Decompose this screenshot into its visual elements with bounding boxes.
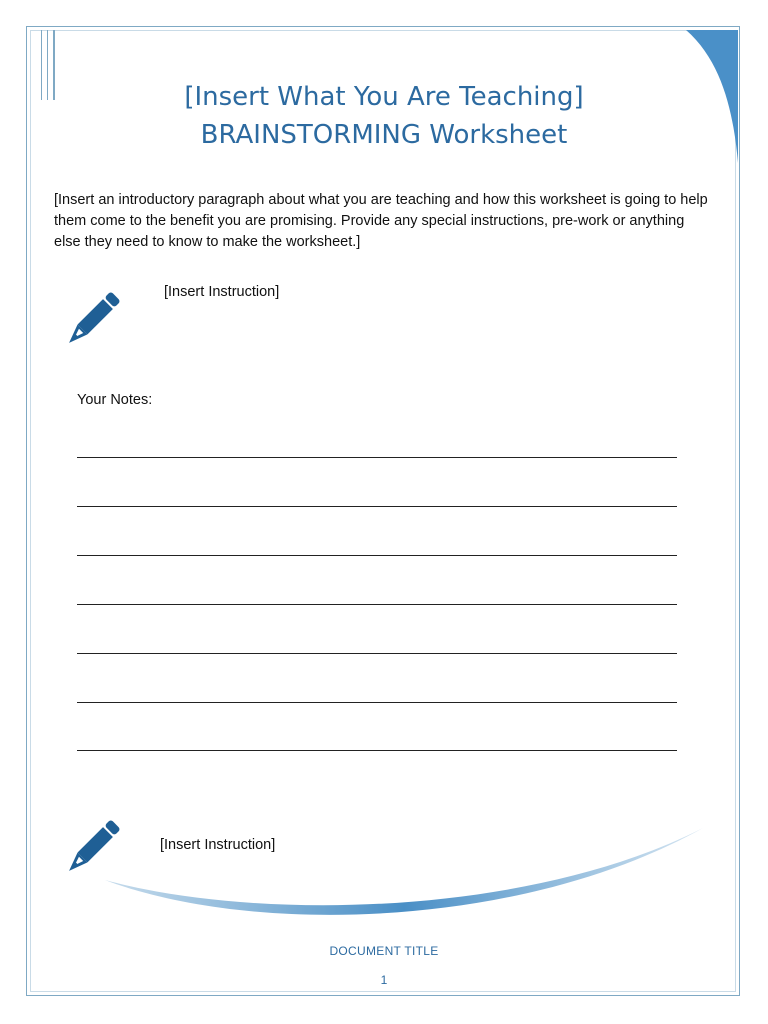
- instruction-text-2: [Insert Instruction]: [160, 837, 276, 853]
- note-line[interactable]: [77, 457, 677, 458]
- pencil-icon: [58, 288, 124, 354]
- note-line[interactable]: [77, 604, 677, 605]
- note-line[interactable]: [77, 506, 677, 507]
- note-line[interactable]: [77, 653, 677, 654]
- note-line[interactable]: [77, 750, 677, 751]
- intro-paragraph: [Insert an introductory paragraph about what you are teaching and how this worksheet is going to help them come to the benefit you are promising. Provide any special instructions, pre-work or anything else they need to know to make the worksheet.]: [54, 192, 708, 250]
- instruction-text-1: [Insert Instruction]: [164, 284, 280, 300]
- note-line[interactable]: [77, 702, 677, 703]
- footer-swoosh-decoration: [100, 820, 710, 930]
- footer-document-title: DOCUMENT TITLE: [329, 944, 439, 958]
- page-number: 1: [380, 973, 388, 987]
- notes-label: Your Notes:: [77, 392, 153, 408]
- page-title-line-2: BRAINSTORMING Worksheet: [200, 120, 568, 150]
- note-line[interactable]: [77, 555, 677, 556]
- page-title-line-1: [Insert What You Are Teaching]: [184, 82, 584, 112]
